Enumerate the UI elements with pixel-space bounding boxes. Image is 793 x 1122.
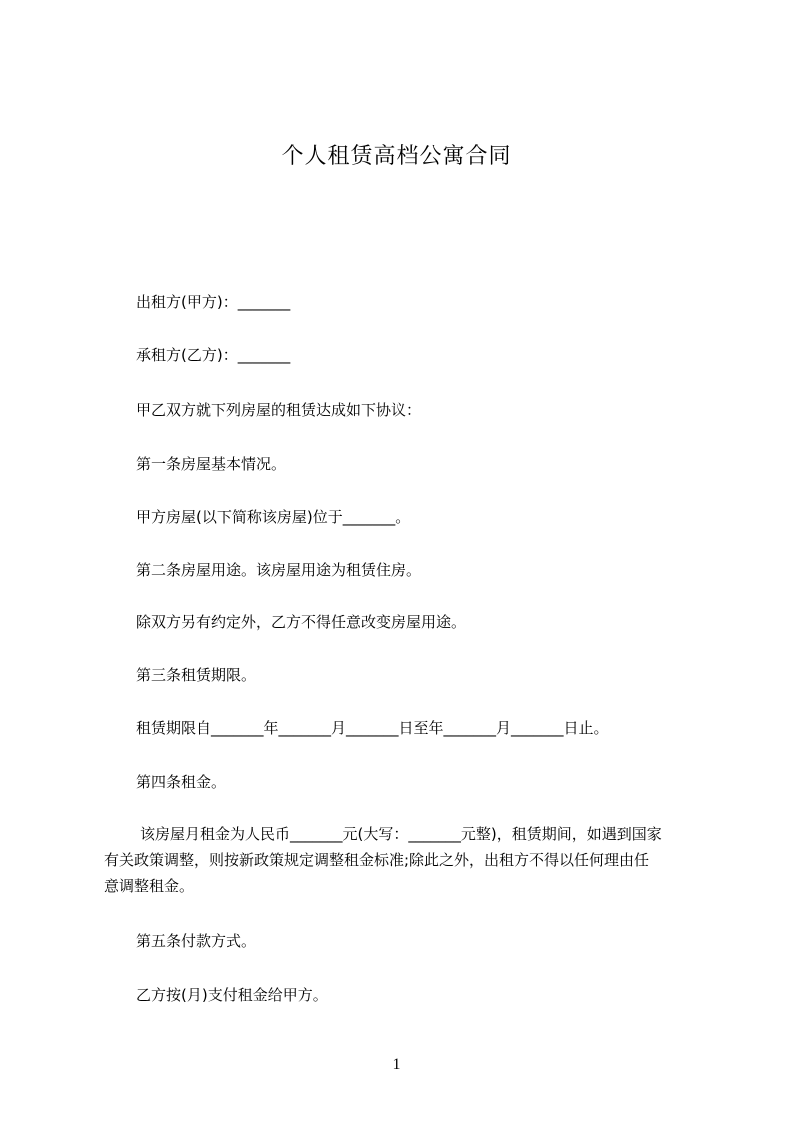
article-1-heading: 第一条房屋基本情况。 bbox=[136, 455, 287, 473]
rent-clause bbox=[104, 821, 718, 899]
lessor-line: 出租方(甲方)：_______ bbox=[136, 293, 291, 311]
article-3-heading: 第三条租赁期限。 bbox=[136, 666, 257, 684]
article-5-heading: 第五条付款方式。 bbox=[136, 932, 257, 950]
agreement-intro: 甲乙双方就下列房屋的租赁达成如下协议： bbox=[136, 401, 422, 419]
article-2-heading: 第二条房屋用途。该房屋用途为租赁住房。 bbox=[136, 561, 422, 579]
page-number: 1 bbox=[392, 1056, 401, 1073]
lessee-line: 承租方(乙方)：_______ bbox=[136, 346, 291, 364]
usage-restriction: 除双方另有约定外，乙方不得任意改变房屋用途。 bbox=[136, 613, 467, 631]
rent-clause-line: 该房屋月租金为人民币_______元(大写：_______元整)，租赁期间，如遇到国家 bbox=[140, 825, 662, 843]
payment-method: 乙方按(月)支付租金给甲方。 bbox=[136, 986, 328, 1004]
rent-clause-line: 意调整租金。 bbox=[104, 877, 195, 895]
document-title: 个人租赁高档公寓合同 bbox=[281, 144, 512, 169]
rent-clause-line: 有关政策调整，则按新政策规定调整租金标准;除此之外，出租方不得以任何理由任 bbox=[104, 851, 650, 869]
lease-term: 租赁期限自_______年_______月_______日至年_______月_______日止。 bbox=[136, 719, 609, 737]
property-location: 甲方房屋(以下简称该房屋)位于_______。 bbox=[136, 508, 411, 526]
article-4-heading: 第四条租金。 bbox=[136, 773, 227, 791]
